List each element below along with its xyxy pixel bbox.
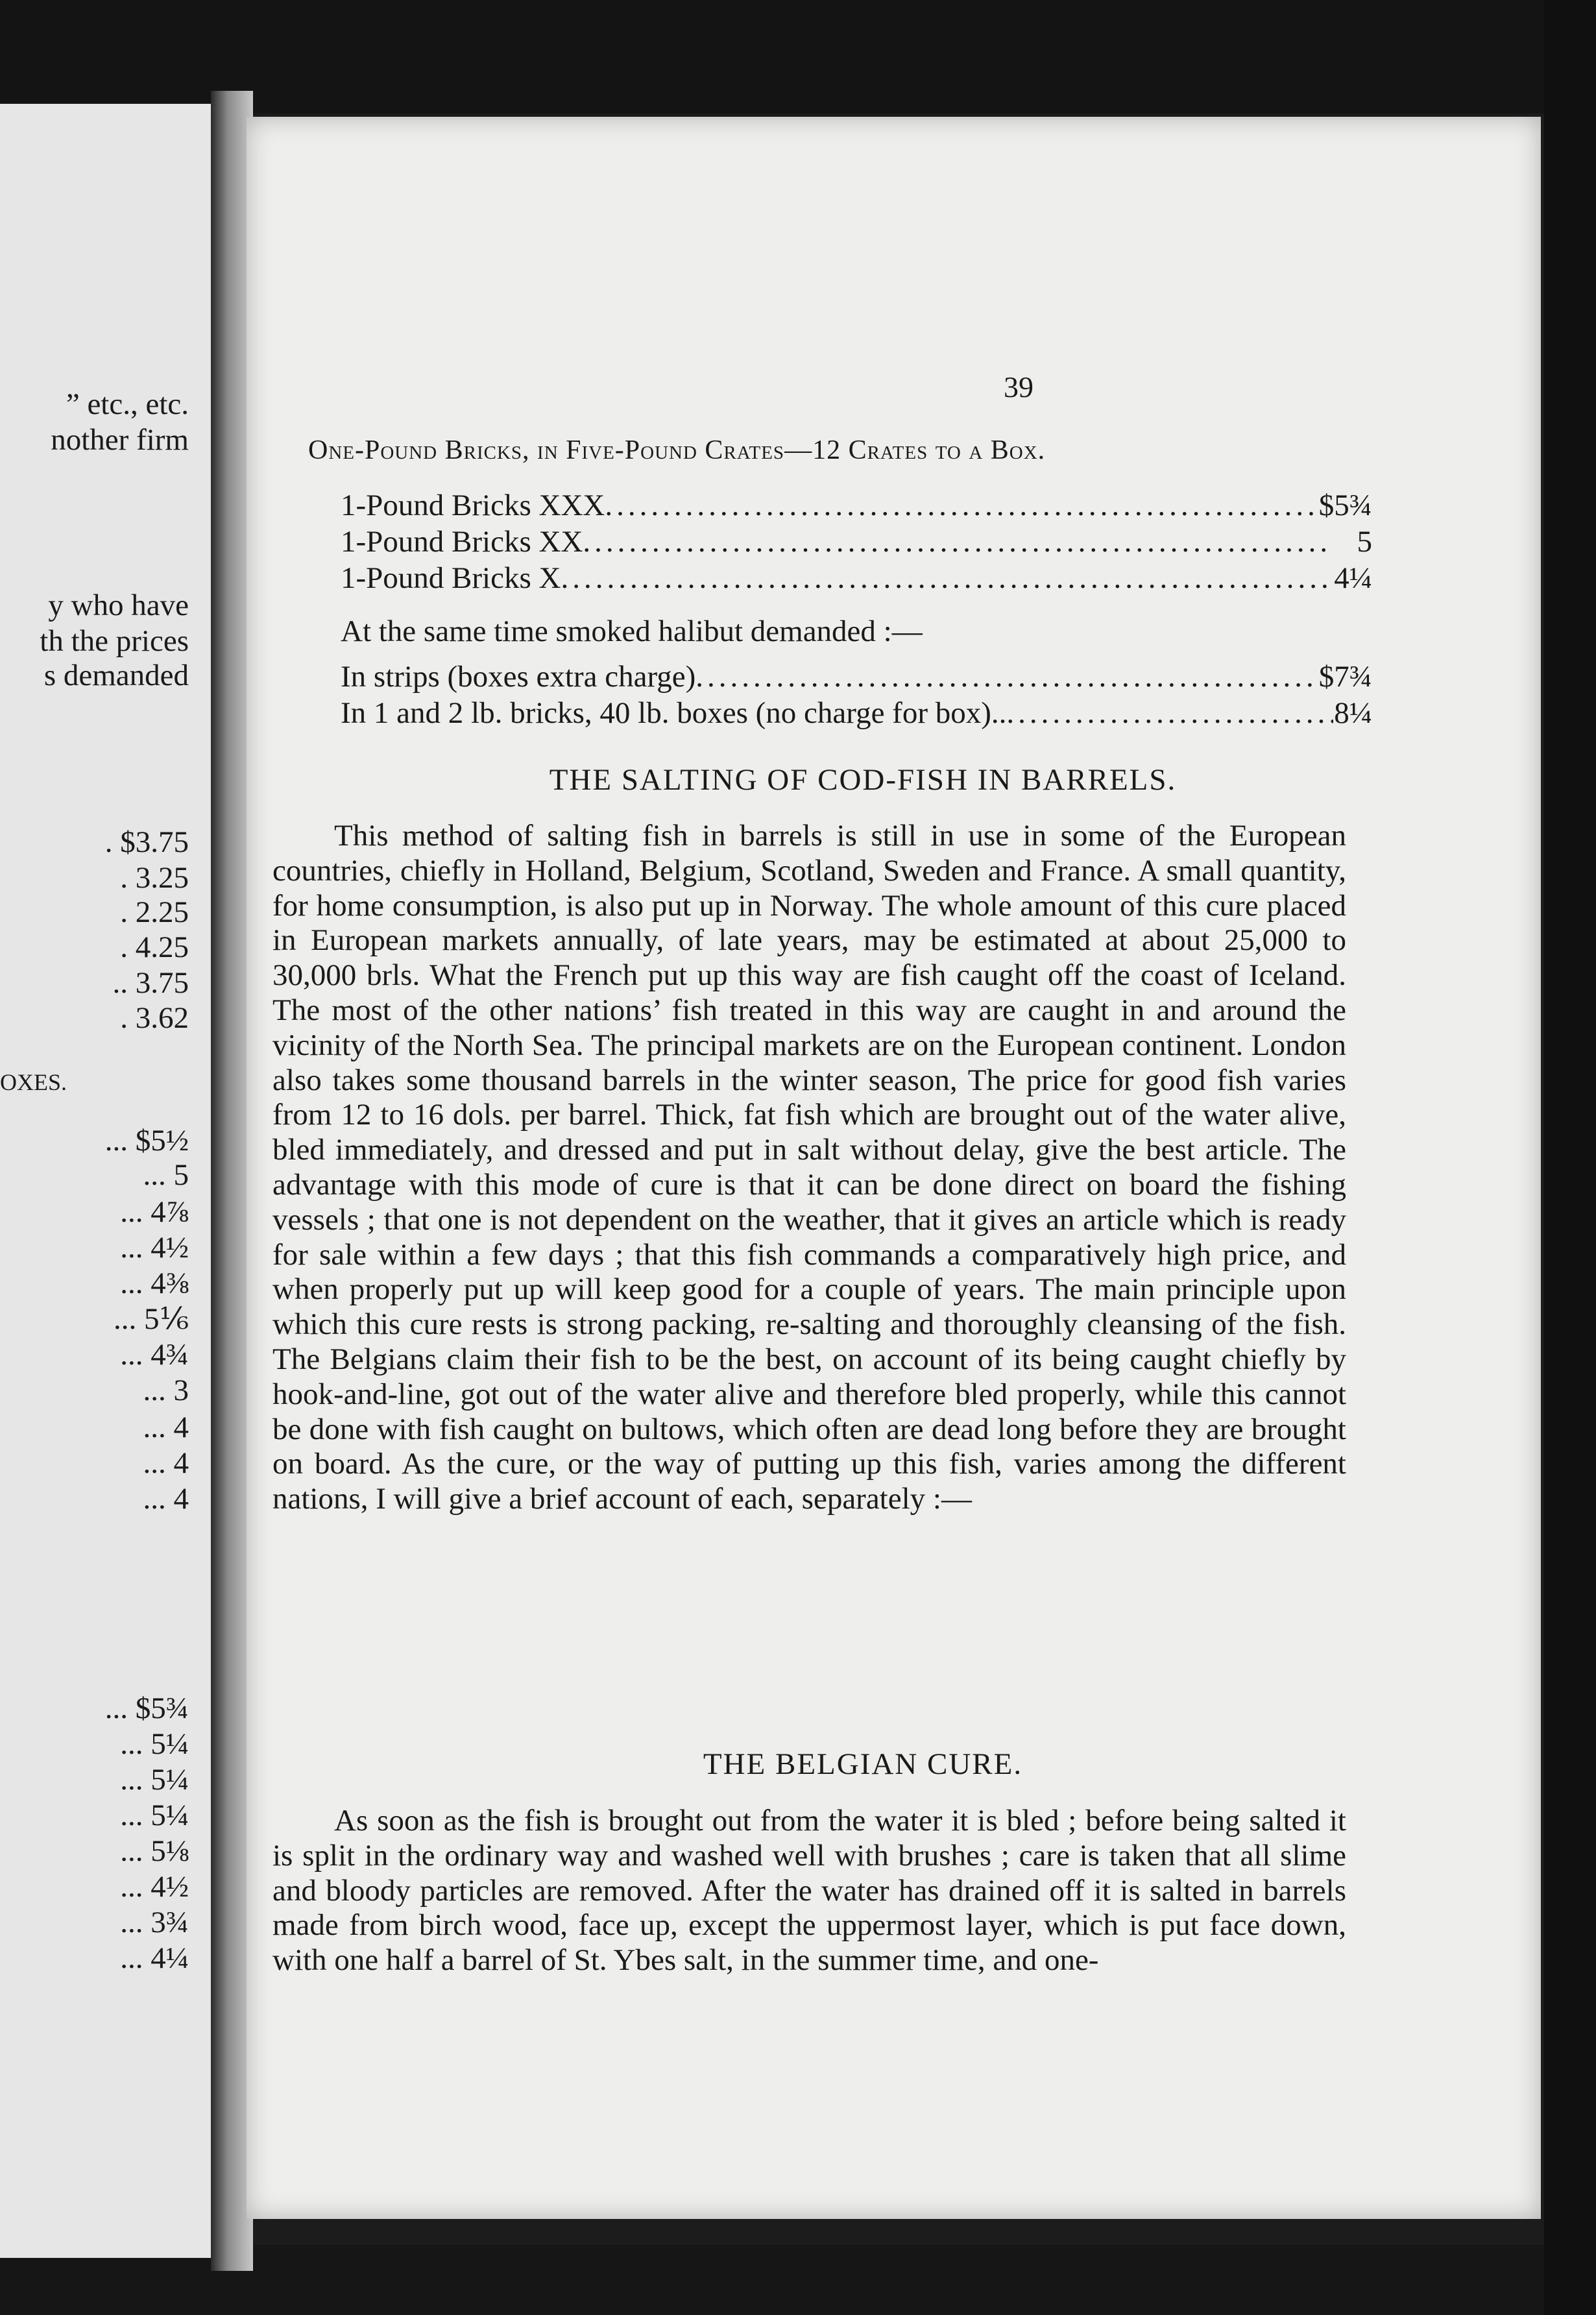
book-page xyxy=(247,117,1541,2219)
price-row xyxy=(341,488,1372,523)
price-label: In 1 and 2 lb. bricks, 40 lb. boxes (no charge for box).. xyxy=(341,696,1007,730)
price-value: 5 xyxy=(1357,525,1372,559)
previous-page-line: OXES. xyxy=(0,1069,67,1095)
leader-dots xyxy=(605,488,1318,523)
halibut-intro: At the same time smoked halibut demanded :— xyxy=(341,614,923,648)
page-number: 39 xyxy=(1004,370,1034,404)
leader-dots xyxy=(583,524,1333,559)
price-label: 1-Pound Bricks X xyxy=(341,561,561,595)
price-value: $7¾ xyxy=(1318,660,1372,694)
previous-page-line: ... 5¼ xyxy=(120,1763,189,1797)
salting-paragraph: This method of salting fish in barrels is still in use in some of the European countries, chiefly in Holland, Belgium, Scotland, Sweden and France. A small quantity, for home consumption, is also put up in Norway. The whole amount of this cure placed in European markets annually, of late years, may be estimated at about 25,000 to 30,000 brls. What the French put up this way are fish caught off the coast of Iceland. The most of the other nations’ fish treated in this way are caught in and around the vicinity of the North Sea. The principal markets are on the European continent. London also takes some thousand barrels in the winter season, The price for good fish varies from 12 to 16 dols. per barrel. Thick, fat fish which are brought out of the water alive, bled immediately, and dressed and put in salt without delay, give the best article. The advantage with this mode of cure is that it can be done direct on board the fishing vessels ; that one is not dependent on the weather, that it gives an article which is ready for sale within a few days ; that this fish commands a comparatively high price, and when properly put up will keep good for a couple of years. The main principle upon which this cure rests is strong packing, re-salting and thoroughly cleansing of the fish. The Belgians claim their fish to be the best, on account of its being caught chiefly by hook-and-line, got out of the water alive and therefore bled properly, while this cannot be done with fish caught on bultows, which often are dead long before they are brought on board. As the cure, or the way of putting up this fish, varies among the different nations, I will give a brief account of each, separately :— xyxy=(272,819,1346,1516)
previous-page-line: ... 5 xyxy=(143,1158,189,1192)
previous-page-line: . 4.25 xyxy=(120,930,189,964)
price-row xyxy=(341,696,1372,731)
section-title-belgian-cure: THE BELGIAN CURE. xyxy=(703,1747,1023,1781)
previous-page-line: nother firm xyxy=(51,423,189,457)
previous-page-line: ... 4¾ xyxy=(120,1338,189,1372)
bricks-heading: One-Pound Bricks, in Five-Pound Crates—12 Crates to a Box. xyxy=(308,435,1046,465)
leader-dots xyxy=(561,561,1333,596)
previous-page-line: ... 5¼ xyxy=(120,1727,189,1761)
price-row xyxy=(341,659,1372,694)
previous-page-line: ... $5¾ xyxy=(104,1691,189,1725)
price-label: 1-Pound Bricks XXX xyxy=(341,489,605,522)
leader-dots xyxy=(1006,696,1333,731)
previous-page-line: s demanded xyxy=(43,659,189,692)
previous-page-line: . 3.62 xyxy=(120,1001,189,1035)
previous-page-line: ... 3 xyxy=(143,1374,189,1407)
previous-page-line: ... 5¼ xyxy=(120,1799,189,1832)
previous-page-line: ... 4½ xyxy=(120,1231,189,1265)
scan-background-right xyxy=(1544,0,1596,2315)
previous-page-line: . 2.25 xyxy=(120,895,189,929)
previous-page-line: ... $5½ xyxy=(104,1124,189,1158)
price-label: In strips (boxes extra charge) xyxy=(341,660,696,694)
price-value: 4¼ xyxy=(1334,561,1372,595)
previous-page-line: ... 4⅜ xyxy=(120,1267,189,1300)
price-value: 8¼ xyxy=(1334,696,1372,730)
section-title-salting: THE SALTING OF COD-FISH IN BARRELS. xyxy=(549,763,1177,797)
previous-page-line: ... 3¾ xyxy=(120,1906,189,1939)
previous-page-line: th the prices xyxy=(40,624,189,658)
previous-page-strip xyxy=(0,104,211,2258)
leader-dots xyxy=(695,659,1318,694)
price-label: 1-Pound Bricks XX xyxy=(341,525,583,559)
previous-page-line: ... 4½ xyxy=(120,1870,189,1904)
previous-page-line: ... 4 xyxy=(143,1411,189,1444)
price-value: $5¾ xyxy=(1318,489,1372,522)
previous-page-line: ... 4¼ xyxy=(120,1941,189,1975)
previous-page-line: y who have xyxy=(48,588,189,622)
belgian-cure-paragraph: As soon as the fish is brought out from the water it is bled ; before being salted it is split in the ordinary way and washed well with brushes ; care is taken that all slime and bloody particles are removed. After the water has drained off it is salted in barrels made from birch wood, face up, except the uppermost layer, which is put face down, with one half a barrel of St. Ybes salt, in the summer time, and one- xyxy=(272,1804,1346,1978)
previous-page-line: . $3.75 xyxy=(104,825,189,859)
price-row xyxy=(341,561,1372,596)
previous-page-line: . 3.25 xyxy=(120,861,189,895)
page-content xyxy=(247,117,1541,2219)
previous-page-line: ” etc., etc. xyxy=(66,387,189,421)
previous-page-line: ... 4 xyxy=(143,1482,189,1516)
previous-page-line: ... 5⅛ xyxy=(120,1834,189,1868)
previous-page-line: .. 3.75 xyxy=(112,966,189,1000)
price-row xyxy=(341,524,1372,559)
previous-page-line: ... 5⅙ xyxy=(113,1302,189,1336)
previous-page-line: ... 4⅞ xyxy=(120,1195,189,1229)
previous-page-line: ... 4 xyxy=(143,1446,189,1480)
